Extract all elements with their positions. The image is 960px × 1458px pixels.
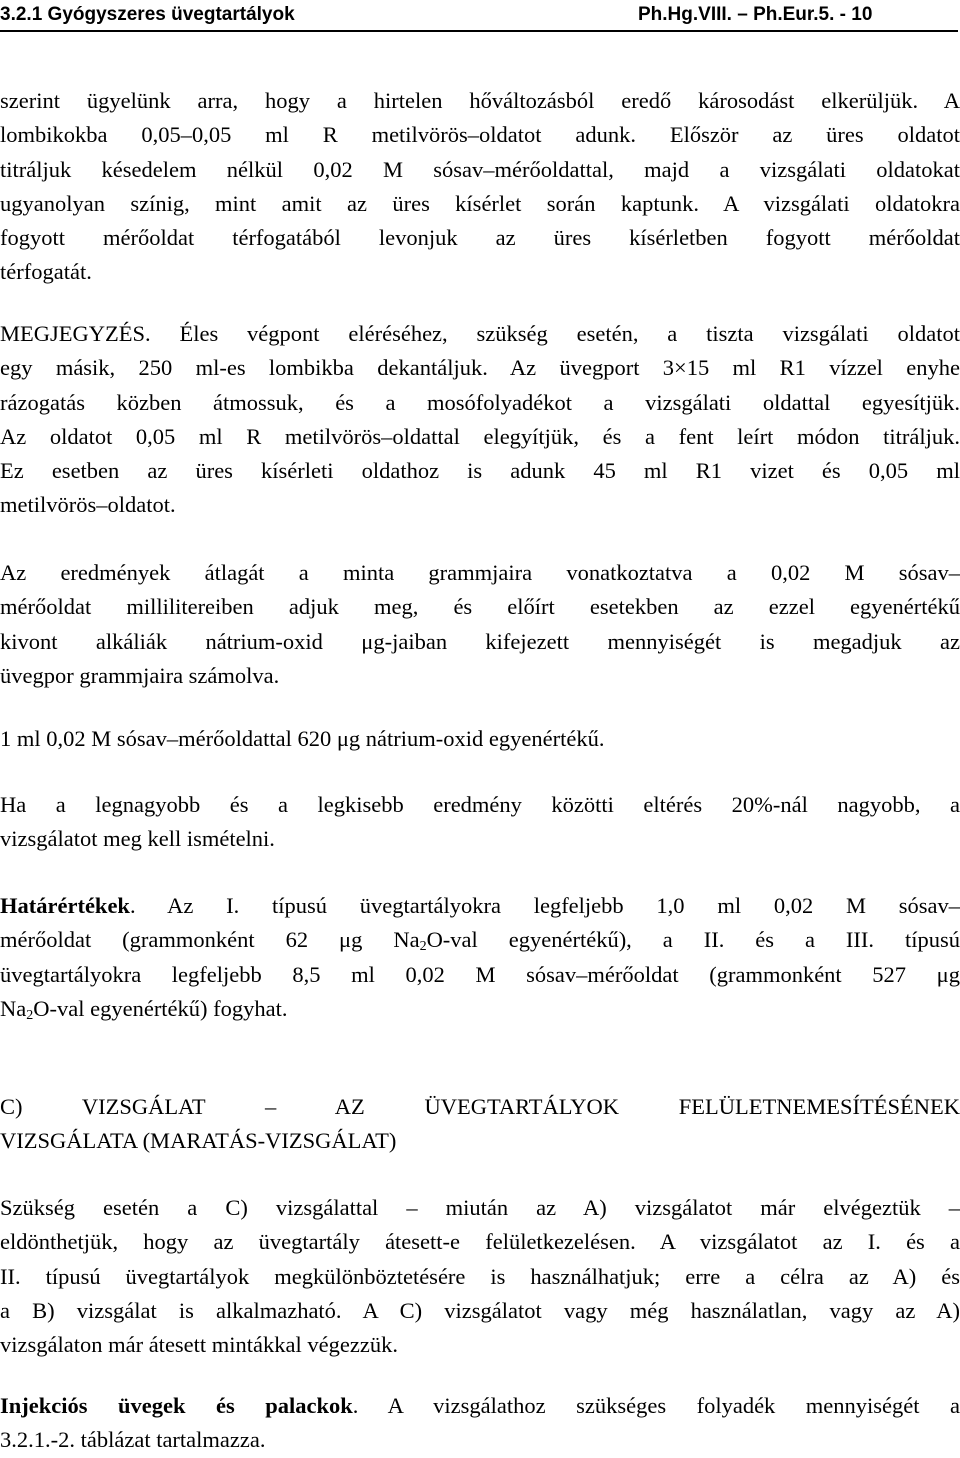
text-line: ugyanolyan színig, mint amit az üres kísérlet során kaptunk. A vizsgálati oldatokra xyxy=(0,190,960,216)
heading-line: VIZSGÁLATA (MARATÁS-VIZSGÁLAT) xyxy=(0,1128,397,1154)
text-line: vizsgálatot meg kell ismételni. xyxy=(0,826,275,852)
heading-line: C) VIZSGÁLAT – AZ ÜVEGTARTÁLYOK FELÜLETNEMESÍTÉSÉNEK xyxy=(0,1094,960,1119)
text-line: $Na_2O$-val egyenértékű) fogyhat. xyxy=(0,995,288,1023)
text-line: Injekciós üvegek és palackok. A vizsgálathoz szükséges folyadék mennyiségét a xyxy=(0,1393,960,1418)
paragraph-etching-test xyxy=(0,1191,960,1362)
text-line: eldönthetjük, hogy az üvegtartály átesett-e felületkezelésen. A vizsgálatot az I. és a xyxy=(0,1229,960,1255)
text-line: 3.2.1.-2. táblázat tartalmazza. xyxy=(0,1427,266,1453)
text-line: Az eredmények átlagát a minta grammjaira vonatkoztatva a 0,02 M sósav– xyxy=(0,560,960,585)
text-line: üvegtartályokra legfeljebb 8,5 ml 0,02 M sósav–mérőoldat (grammonként 527 μg xyxy=(0,961,960,987)
text-line: kivont alkáliák nátrium-oxid μg-jaiban kifejezett mennyiségét is megadjuk az xyxy=(0,628,960,654)
limits-label: Határértékek xyxy=(0,893,130,918)
text-line: Ha a legnagyobb és a legkisebb eredmény közötti eltérés 20%-nál nagyobb, a xyxy=(0,792,960,817)
paragraph-note xyxy=(0,317,960,523)
text-line: rázogatás közben átmossuk, és a mosófolyadékot a vizsgálati oldattal egyesítjük. xyxy=(0,389,960,415)
paragraph-limits xyxy=(0,889,960,1026)
page-header xyxy=(0,0,958,32)
text-line: II. típusú üvegtartályok megkülönböztetésére is használhatjuk; erre a célra az A) és xyxy=(0,1263,960,1289)
text-line: szerint ügyelünk arra, hogy a hirtelen hőváltozásból eredő károsodást elkerüljük. A xyxy=(0,88,960,113)
paragraph-injection-vials xyxy=(0,1389,960,1458)
paragraph-repeat xyxy=(0,788,960,857)
text-line: térfogatát. xyxy=(0,259,92,285)
text-line: metilvörös–oldatot. xyxy=(0,492,176,518)
pharmacopoeia-reference: Ph.Hg.VIII. – Ph.Eur.5. - 10 xyxy=(638,4,873,25)
text-line: Határértékek. Az I. típusú üvegtartályokra legfeljebb 1,0 ml 0,02 M sósav– xyxy=(0,893,960,918)
text-line: mérőoldat millilitereiben adjuk meg, és előírt esetekben az ezzel egyenértékű xyxy=(0,594,960,620)
text-line: MEGJEGYZÉS. Éles végpont eléréséhez, szükség esetén, a tiszta vizsgálati oldatot xyxy=(0,321,960,346)
injection-vials-label: Injekciós üvegek és palackok xyxy=(0,1393,353,1418)
text-line: a B) vizsgálat is alkalmazható. A C) vizsgálatot vagy még használatlan, vagy az A) xyxy=(0,1297,960,1323)
text-line: egy másik, 250 ml-es lombikba dekantáljuk. Az üvegport 3×15 ml R1 vízzel enyhe xyxy=(0,355,960,381)
section-title: 3.2.1 Gyógyszeres üvegtartályok xyxy=(0,4,295,25)
text-line: mérőoldat (grammonként 62 μg $Na_2O$-val egyenértékű), a II. és a III. típusú xyxy=(0,927,960,955)
section-heading-c xyxy=(0,1090,960,1159)
paragraph-titration xyxy=(0,84,960,290)
text-line: Az oldatot 0,05 ml R metilvörös–oldattal elegyítjük, és a fent leírt módon titráljuk. xyxy=(0,423,960,449)
text-line: vizsgálaton már átesett mintákkal végezzük. xyxy=(0,1332,398,1358)
paragraph-equivalence xyxy=(0,722,960,756)
text-line: Ez esetben az üres kísérleti oldathoz is adunk 45 ml R1 vizet és 0,05 ml xyxy=(0,458,960,484)
text-line: lombikokba 0,05–0,05 ml R metilvörös–oldatot adunk. Először az üres oldatot xyxy=(0,122,960,148)
text-line: fogyott mérőoldat térfogatából levonjuk az üres kísérletben fogyott mérőoldat xyxy=(0,225,960,251)
text-line: 1 ml 0,02 M sósav–mérőoldattal 620 μg nátrium-oxid egyenértékű. xyxy=(0,726,605,751)
paragraph-results xyxy=(0,556,960,693)
text-line: titráljuk késedelem nélkül 0,02 M sósav–mérőoldattal, majd a vizsgálati oldatokat xyxy=(0,156,960,182)
text-line: Szükség esetén a C) vizsgálattal – miután az A) vizsgálatot már elvégeztük – xyxy=(0,1195,960,1220)
text-line: üvegpor grammjaira számolva. xyxy=(0,662,280,688)
